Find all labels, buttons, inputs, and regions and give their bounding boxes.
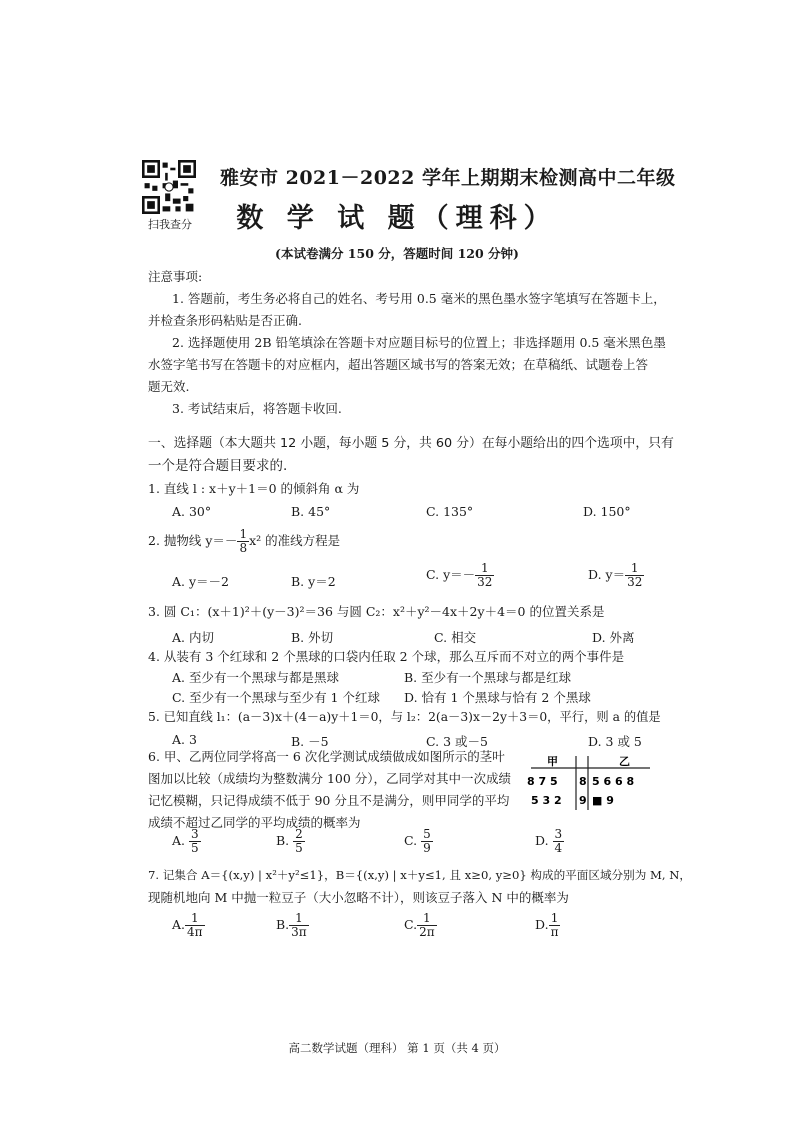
question-1-stem: 1. 直线 l : x＋y＋1＝0 的倾斜角 α 为 xyxy=(148,481,360,496)
stem-leaf-diagram xyxy=(525,752,655,812)
question-5-stem: 5. 已知直线 l₁：(a－3)x＋(4－a)y＋1＝0，与 l₂：2(a－3)x－2y＋3＝0，平行，则 a 的值是 xyxy=(148,710,661,724)
q2-option-c: C. y＝－ $\frac{1}{32}$ xyxy=(426,561,493,589)
q2-option-b: B. y＝2 xyxy=(291,574,336,589)
question-6-line: 图加以比较（成绩均为整数满分 100 分），乙同学对其中一次成绩 xyxy=(148,771,512,786)
q1-option-a: A. 30° xyxy=(172,504,212,519)
section-heading-cont: 一个是符合题目要求的. xyxy=(148,458,288,474)
label-jia: 甲 xyxy=(547,755,558,768)
notice-line: 题无效. xyxy=(148,379,190,394)
q5-option-b: B. －5 xyxy=(291,734,329,749)
q3-option-a: A. 内切 xyxy=(172,630,214,645)
notice-line: 并检查条形码粘贴是否正确. xyxy=(148,313,302,328)
notice-line: 2. 选择题使用 2B 铅笔填涂在答题卡对应题目标号的位置上；非选择题用 0.5 毫米黑色墨 xyxy=(172,335,666,350)
q2-option-a: A. y＝－2 xyxy=(172,574,229,589)
q6-option-c: C. $\frac{5}{9}$ xyxy=(404,827,431,855)
question-7-line: 7. 记集合 A＝{(x,y) | x²＋y²≤1}，B＝{(x,y) | x＋y≤1, 且 x≥0, y≥0} 构成的平面区域分别为 M, N， xyxy=(148,868,692,882)
q1-option-b: B. 45° xyxy=(291,504,331,519)
notice-line: 水签字笔书写在答题卡的对应框内，超出答题区域书写的答案无效；在草稿纸、试题卷上答 xyxy=(148,357,649,372)
q4-option-c: C. 至少有一个黑球与至少有 1 个红球 xyxy=(172,690,380,705)
q7-option-d: D. $\frac{1}{\pi}$ xyxy=(535,911,559,939)
subject-title: 数 学 试 题（理科） xyxy=(236,203,558,234)
row1-right-leaves: 5 6 6 8 xyxy=(592,775,635,788)
question-6-line: 记忆模糊，只记得成绩不低于 90 分且不是满分，则甲同学的平均 xyxy=(148,793,510,808)
q5-option-c: C. 3 或－5 xyxy=(426,734,488,749)
question-4-stem: 4. 从装有 3 个红球和 2 个黑球的口袋内任取 2 个球，那么互斥而不对立的两个事件是 xyxy=(148,649,625,664)
row1-stem: 8 xyxy=(579,775,587,788)
exam-info: (本试卷满分 150 分，答题时间 120 分钟) xyxy=(275,246,519,261)
q6-option-b: B. $\frac{2}{5}$ xyxy=(276,827,303,855)
question-6-line: 成绩不超过乙同学的平均成绩的概率为 xyxy=(148,815,361,830)
label-yi: 乙 xyxy=(619,755,630,768)
notice-heading: 注意事项: xyxy=(148,269,203,284)
q7-option-c: C. $\frac{1}{2\pi}$ xyxy=(404,911,435,939)
q1-option-c: C. 135° xyxy=(426,504,474,519)
q4-option-d: D. 恰有 1 个黑球与恰有 2 个黑球 xyxy=(404,690,591,705)
q4-option-b: B. 至少有一个黑球与都是红球 xyxy=(404,670,572,685)
q4-option-a: A. 至少有一个黑球与都是黑球 xyxy=(172,670,339,685)
question-3-stem: 3. 圆 C₁：(x＋1)²＋(y－3)²＝36 与圆 C₂：x²＋y²－4x＋2y＋4＝0 的位置关系是 xyxy=(148,604,605,619)
notice-line: 1. 答题前，考生务必将自己的姓名、考号用 0.5 毫米的黑色墨水签字笔填写在答题卡上， xyxy=(172,291,666,306)
notice-line: 3. 考试结束后，将答题卡收回. xyxy=(172,401,342,416)
q3-option-c: C. 相交 xyxy=(434,630,477,645)
q7-option-a: A. $\frac{1}{4\pi}$ xyxy=(172,911,203,939)
section-heading: 一、选择题（本大题共 12 小题，每小题 5 分，共 60 分）在每小题给出的四个选项中，只有 xyxy=(148,436,674,451)
row1-left-leaves: 8 7 5 xyxy=(527,775,558,788)
q3-option-b: B. 外切 xyxy=(291,630,334,645)
exam-title: 雅安市 2021－2022 学年上期期末检测高中二年级 xyxy=(220,167,676,189)
q7-option-b: B. $\frac{1}{3\pi}$ xyxy=(276,911,307,939)
question-6-line: 6. 甲、乙两位同学将高一 6 次化学测试成绩做成如图所示的茎叶 xyxy=(148,749,505,764)
qr-caption: 扫我查分 xyxy=(148,218,192,231)
q3-option-d: D. 外离 xyxy=(592,630,635,645)
q2-option-d: D. y＝ $\frac{1}{32}$ xyxy=(588,561,643,589)
row2-right-leaves: ■ 9 xyxy=(592,794,614,807)
q5-option-a: A. 3 xyxy=(172,732,197,747)
row2-left-leaves: 5 3 2 xyxy=(531,794,562,807)
row2-stem: 9 xyxy=(579,794,587,807)
q1-option-d: D. 150° xyxy=(583,504,631,519)
q6-option-d: D. $\frac{3}{4}$ xyxy=(535,827,563,855)
question-7-line: 现随机地向 M 中抛一粒豆子（大小忽略不计），则该豆子落入 N 中的概率为 xyxy=(148,890,569,905)
question-2-stem: 2. 抛物线 y＝－ $\frac{1}{8}$ x² 的准线方程是 xyxy=(148,527,341,555)
page-footer: 高二数学试题（理科） 第 1 页（共 4 页） xyxy=(288,1041,506,1055)
q5-option-d: D. 3 或 5 xyxy=(588,734,642,749)
q6-option-a: A. $\frac{3}{5}$ xyxy=(172,827,199,855)
